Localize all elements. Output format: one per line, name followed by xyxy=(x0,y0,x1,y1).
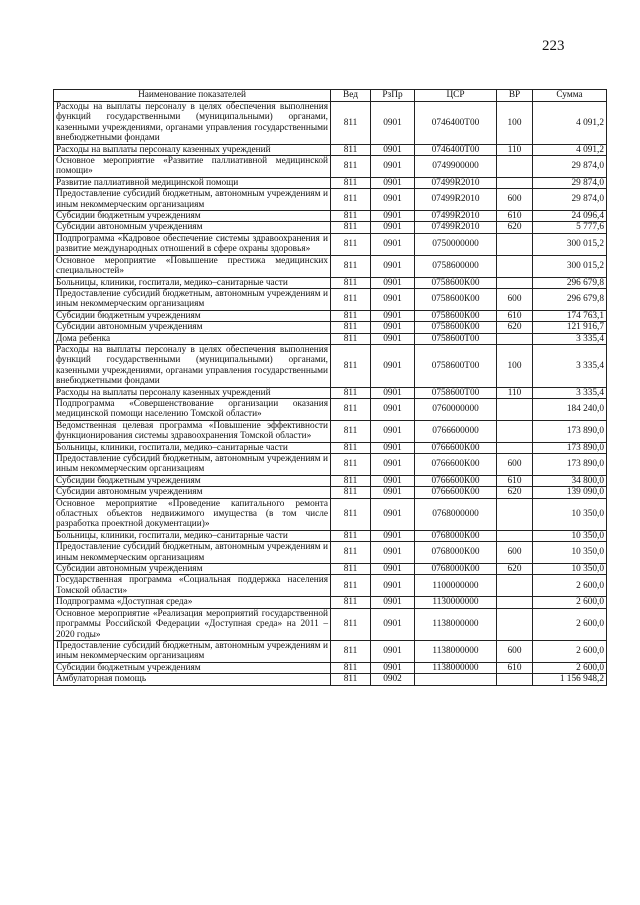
table-row xyxy=(54,564,607,575)
row-sum: 3 335,4 xyxy=(533,387,607,398)
table-row xyxy=(54,310,607,321)
row-name: Государственная программа «Социальная поддержка населения Томской области» xyxy=(54,575,331,597)
row-rzpr: 0901 xyxy=(371,156,415,178)
row-rzpr: 0901 xyxy=(371,597,415,608)
row-vr xyxy=(497,398,533,420)
row-csr: 0766600К00 xyxy=(415,442,497,453)
row-name: Субсидии автономным учреждениям xyxy=(54,487,331,498)
header-ved: Вед xyxy=(331,90,371,102)
row-sum: 5 777,6 xyxy=(533,222,607,233)
row-csr: 07499R2010 xyxy=(415,222,497,233)
row-csr: 0758600Т00 xyxy=(415,344,497,387)
row-vr xyxy=(497,333,533,344)
row-ved: 811 xyxy=(331,498,371,530)
row-vr xyxy=(497,255,533,277)
row-name: Предоставление субсидий бюджетным, автономным учреждениям и иным некоммерческим организациям xyxy=(54,189,331,211)
row-ved: 811 xyxy=(331,575,371,597)
row-csr: 07499R2010 xyxy=(415,177,497,188)
row-csr: 0766600000 xyxy=(415,420,497,442)
row-ved: 811 xyxy=(331,333,371,344)
row-name: Предоставление субсидий бюджетным, автономным учреждениям и иным некоммерческим организациям xyxy=(54,640,331,662)
row-name: Основное мероприятие «Реализация мероприятий государственной программы Российской Федерации «Доступная среда» на 2011 – 2020 годы» xyxy=(54,608,331,640)
table-row xyxy=(54,255,607,277)
table-row xyxy=(54,475,607,486)
row-rzpr: 0901 xyxy=(371,475,415,486)
row-rzpr: 0901 xyxy=(371,177,415,188)
row-sum: 174 763,1 xyxy=(533,310,607,321)
row-vr: 100 xyxy=(497,102,533,145)
header-vr: ВР xyxy=(497,90,533,102)
row-name: Дома ребенка xyxy=(54,333,331,344)
row-vr: 610 xyxy=(497,475,533,486)
row-vr xyxy=(497,608,533,640)
row-sum: 2 600,0 xyxy=(533,597,607,608)
row-csr: 0749900000 xyxy=(415,156,497,178)
table-row xyxy=(54,640,607,662)
row-name: Развитие паллиативной медицинской помощи xyxy=(54,177,331,188)
row-sum: 4 091,2 xyxy=(533,144,607,155)
page-number: 223 xyxy=(542,38,565,54)
table-row xyxy=(54,322,607,333)
row-vr xyxy=(497,442,533,453)
row-csr: 0758600Т00 xyxy=(415,387,497,398)
row-rzpr: 0901 xyxy=(371,398,415,420)
row-name: Расходы на выплаты персоналу в целях обеспечения выполнения функций государственными (муниципальными) органами, казенными учреждениями, органами управления государственными внебюджетными фондами xyxy=(54,344,331,387)
row-vr xyxy=(497,420,533,442)
table-row xyxy=(54,222,607,233)
table-row xyxy=(54,674,607,685)
row-rzpr: 0901 xyxy=(371,387,415,398)
row-vr xyxy=(497,498,533,530)
row-ved: 811 xyxy=(331,189,371,211)
row-name: Субсидии бюджетным учреждениям xyxy=(54,475,331,486)
row-sum: 296 679,8 xyxy=(533,277,607,288)
row-ved: 811 xyxy=(331,255,371,277)
row-name: Субсидии автономным учреждениям xyxy=(54,322,331,333)
row-sum: 300 015,2 xyxy=(533,255,607,277)
row-rzpr: 0901 xyxy=(371,333,415,344)
row-rzpr: 0901 xyxy=(371,233,415,255)
row-vr: 620 xyxy=(497,322,533,333)
row-name: Субсидии бюджетным учреждениям xyxy=(54,662,331,673)
row-vr xyxy=(497,156,533,178)
table-row xyxy=(54,189,607,211)
row-csr: 1138000000 xyxy=(415,608,497,640)
row-sum: 184 240,0 xyxy=(533,398,607,420)
row-name: Субсидии бюджетным учреждениям xyxy=(54,211,331,222)
row-vr xyxy=(497,177,533,188)
row-vr xyxy=(497,597,533,608)
row-vr xyxy=(497,530,533,541)
table-row xyxy=(54,420,607,442)
row-rzpr: 0901 xyxy=(371,189,415,211)
row-ved: 811 xyxy=(331,398,371,420)
row-ved: 811 xyxy=(331,211,371,222)
row-ved: 811 xyxy=(331,177,371,188)
row-rzpr: 0901 xyxy=(371,498,415,530)
table-row xyxy=(54,530,607,541)
row-csr: 1138000000 xyxy=(415,662,497,673)
table-row xyxy=(54,662,607,673)
row-sum: 10 350,0 xyxy=(533,498,607,530)
row-sum: 24 096,4 xyxy=(533,211,607,222)
row-name: Предоставление субсидий бюджетным, автономным учреждениям и иным некоммерческим организациям xyxy=(54,454,331,476)
table-row xyxy=(54,398,607,420)
row-sum: 29 874,0 xyxy=(533,189,607,211)
row-vr: 600 xyxy=(497,189,533,211)
header-sum: Сумма xyxy=(533,90,607,102)
row-ved: 811 xyxy=(331,487,371,498)
row-sum: 2 600,0 xyxy=(533,608,607,640)
row-csr: 0746400Т00 xyxy=(415,144,497,155)
row-sum: 34 800,0 xyxy=(533,475,607,486)
row-name: Подпрограмма «Кадровое обеспечение системы здравоохранения и развитие международных отношений в сфере охраны здоровья» xyxy=(54,233,331,255)
row-sum: 1 156 948,2 xyxy=(533,674,607,685)
row-sum: 296 679,8 xyxy=(533,288,607,310)
table-row xyxy=(54,344,607,387)
header-rzpr: РзПр xyxy=(371,90,415,102)
row-csr: 1130000000 xyxy=(415,597,497,608)
row-ved: 811 xyxy=(331,222,371,233)
row-sum: 300 015,2 xyxy=(533,233,607,255)
row-ved: 811 xyxy=(331,322,371,333)
row-sum: 29 874,0 xyxy=(533,177,607,188)
row-csr: 0766600К00 xyxy=(415,487,497,498)
row-ved: 811 xyxy=(331,277,371,288)
row-rzpr: 0901 xyxy=(371,222,415,233)
table-row xyxy=(54,233,607,255)
row-vr: 620 xyxy=(497,564,533,575)
row-ved: 811 xyxy=(331,387,371,398)
row-csr: 0758600К00 xyxy=(415,310,497,321)
row-ved: 811 xyxy=(331,475,371,486)
row-rzpr: 0901 xyxy=(371,542,415,564)
row-ved: 811 xyxy=(331,597,371,608)
table-row xyxy=(54,542,607,564)
row-ved: 811 xyxy=(331,288,371,310)
row-vr: 620 xyxy=(497,222,533,233)
row-rzpr: 0901 xyxy=(371,255,415,277)
row-csr: 0746400Т00 xyxy=(415,102,497,145)
row-name: Субсидии автономным учреждениям xyxy=(54,222,331,233)
row-name: Больницы, клиники, госпитали, медико–санитарные части xyxy=(54,530,331,541)
row-vr: 610 xyxy=(497,662,533,673)
row-rzpr: 0901 xyxy=(371,564,415,575)
row-rzpr: 0901 xyxy=(371,211,415,222)
table-row xyxy=(54,277,607,288)
row-name: Предоставление субсидий бюджетным, автономным учреждениям и иным некоммерческим организациям xyxy=(54,288,331,310)
row-rzpr: 0901 xyxy=(371,640,415,662)
row-csr xyxy=(415,674,497,685)
row-vr: 610 xyxy=(497,310,533,321)
row-sum: 10 350,0 xyxy=(533,564,607,575)
row-vr: 600 xyxy=(497,542,533,564)
row-name: Подпрограмма «Доступная среда» xyxy=(54,597,331,608)
row-ved: 811 xyxy=(331,442,371,453)
row-csr: 0758600К00 xyxy=(415,277,497,288)
row-sum: 121 916,7 xyxy=(533,322,607,333)
table-row xyxy=(54,333,607,344)
table-row xyxy=(54,211,607,222)
row-vr: 620 xyxy=(497,487,533,498)
row-rzpr: 0901 xyxy=(371,442,415,453)
row-name: Расходы на выплаты персоналу казенных учреждений xyxy=(54,144,331,155)
row-sum: 2 600,0 xyxy=(533,575,607,597)
row-vr xyxy=(497,674,533,685)
row-csr: 0766600К00 xyxy=(415,454,497,476)
row-ved: 811 xyxy=(331,454,371,476)
row-csr: 0768000К00 xyxy=(415,530,497,541)
row-vr: 600 xyxy=(497,288,533,310)
header-csr: ЦСР xyxy=(415,90,497,102)
table-row xyxy=(54,288,607,310)
row-rzpr: 0901 xyxy=(371,322,415,333)
row-ved: 811 xyxy=(331,233,371,255)
row-name: Основное мероприятие «Повышение престижа медицинских специальностей» xyxy=(54,255,331,277)
row-name: Субсидии автономным учреждениям xyxy=(54,564,331,575)
row-vr: 600 xyxy=(497,454,533,476)
row-sum: 29 874,0 xyxy=(533,156,607,178)
row-csr: 0758600000 xyxy=(415,255,497,277)
row-csr: 1100000000 xyxy=(415,575,497,597)
row-rzpr: 0901 xyxy=(371,102,415,145)
row-ved: 811 xyxy=(331,530,371,541)
row-ved: 811 xyxy=(331,542,371,564)
row-sum: 173 890,0 xyxy=(533,442,607,453)
row-rzpr: 0901 xyxy=(371,608,415,640)
row-sum: 139 090,0 xyxy=(533,487,607,498)
row-rzpr: 0901 xyxy=(371,277,415,288)
row-vr: 610 xyxy=(497,211,533,222)
row-ved: 811 xyxy=(331,420,371,442)
row-ved: 811 xyxy=(331,674,371,685)
row-rzpr: 0902 xyxy=(371,674,415,685)
row-name: Ведомственная целевая программа «Повышение эффективности функционирования системы здравоохранения Томской области» xyxy=(54,420,331,442)
row-csr: 0768000К00 xyxy=(415,542,497,564)
row-sum: 173 890,0 xyxy=(533,454,607,476)
row-csr: 07499R2010 xyxy=(415,211,497,222)
row-name: Больницы, клиники, госпитали, медико–санитарные части xyxy=(54,277,331,288)
row-rzpr: 0901 xyxy=(371,310,415,321)
row-name: Основное мероприятие «Развитие паллиативной медицинской помощи» xyxy=(54,156,331,178)
row-sum: 173 890,0 xyxy=(533,420,607,442)
row-csr: 0758600Т00 xyxy=(415,333,497,344)
row-vr xyxy=(497,233,533,255)
row-name: Основное мероприятие «Проведение капитального ремонта областных объектов недвижимого имущества (в том числе разработка проектной документации)» xyxy=(54,498,331,530)
table-row xyxy=(54,608,607,640)
table-row xyxy=(54,597,607,608)
row-vr: 110 xyxy=(497,144,533,155)
table-row xyxy=(54,498,607,530)
row-csr: 1138000000 xyxy=(415,640,497,662)
row-sum: 3 335,4 xyxy=(533,344,607,387)
row-name: Больницы, клиники, госпитали, медико–санитарные части xyxy=(54,442,331,453)
table-row xyxy=(54,156,607,178)
row-name: Подпрограмма «Совершенствование организации оказания медицинской помощи населению Томской области» xyxy=(54,398,331,420)
table-header-row xyxy=(54,90,607,102)
row-ved: 811 xyxy=(331,310,371,321)
row-ved: 811 xyxy=(331,608,371,640)
table-row xyxy=(54,177,607,188)
row-sum: 10 350,0 xyxy=(533,530,607,541)
header-name: Наименование показателей xyxy=(54,90,331,102)
row-name: Предоставление субсидий бюджетным, автономным учреждениям и иным некоммерческим организациям xyxy=(54,542,331,564)
row-vr: 100 xyxy=(497,344,533,387)
row-sum: 3 335,4 xyxy=(533,333,607,344)
row-ved: 811 xyxy=(331,564,371,575)
table-row xyxy=(54,387,607,398)
row-csr: 0760000000 xyxy=(415,398,497,420)
row-csr: 0750000000 xyxy=(415,233,497,255)
row-rzpr: 0901 xyxy=(371,420,415,442)
row-rzpr: 0901 xyxy=(371,487,415,498)
row-name: Амбулаторная помощь xyxy=(54,674,331,685)
row-csr: 0768000000 xyxy=(415,498,497,530)
row-rzpr: 0901 xyxy=(371,575,415,597)
row-name: Субсидии бюджетным учреждениям xyxy=(54,310,331,321)
row-ved: 811 xyxy=(331,144,371,155)
row-ved: 811 xyxy=(331,156,371,178)
row-sum: 2 600,0 xyxy=(533,640,607,662)
row-csr: 0758600К00 xyxy=(415,322,497,333)
row-sum: 10 350,0 xyxy=(533,542,607,564)
row-name: Расходы на выплаты персоналу в целях обеспечения выполнения функций государственными (муниципальными) органами, казенными учреждениями, органами управления государственными внебюджетными фондами xyxy=(54,102,331,145)
budget-table xyxy=(53,89,607,686)
row-rzpr: 0901 xyxy=(371,288,415,310)
row-ved: 811 xyxy=(331,102,371,145)
table-row xyxy=(54,442,607,453)
row-csr: 0768000К00 xyxy=(415,564,497,575)
row-rzpr: 0901 xyxy=(371,662,415,673)
row-rzpr: 0901 xyxy=(371,144,415,155)
table-row xyxy=(54,144,607,155)
row-vr xyxy=(497,575,533,597)
row-vr: 110 xyxy=(497,387,533,398)
row-name: Расходы на выплаты персоналу казенных учреждений xyxy=(54,387,331,398)
row-rzpr: 0901 xyxy=(371,530,415,541)
row-rzpr: 0901 xyxy=(371,344,415,387)
row-csr: 07499R2010 xyxy=(415,189,497,211)
row-csr: 0766600К00 xyxy=(415,475,497,486)
table-row xyxy=(54,454,607,476)
row-csr: 0758600К00 xyxy=(415,288,497,310)
table-row xyxy=(54,102,607,145)
table-row xyxy=(54,575,607,597)
row-sum: 2 600,0 xyxy=(533,662,607,673)
row-rzpr: 0901 xyxy=(371,454,415,476)
row-ved: 811 xyxy=(331,344,371,387)
row-sum: 4 091,2 xyxy=(533,102,607,145)
row-vr xyxy=(497,277,533,288)
row-ved: 811 xyxy=(331,662,371,673)
row-ved: 811 xyxy=(331,640,371,662)
table-row xyxy=(54,487,607,498)
row-vr: 600 xyxy=(497,640,533,662)
